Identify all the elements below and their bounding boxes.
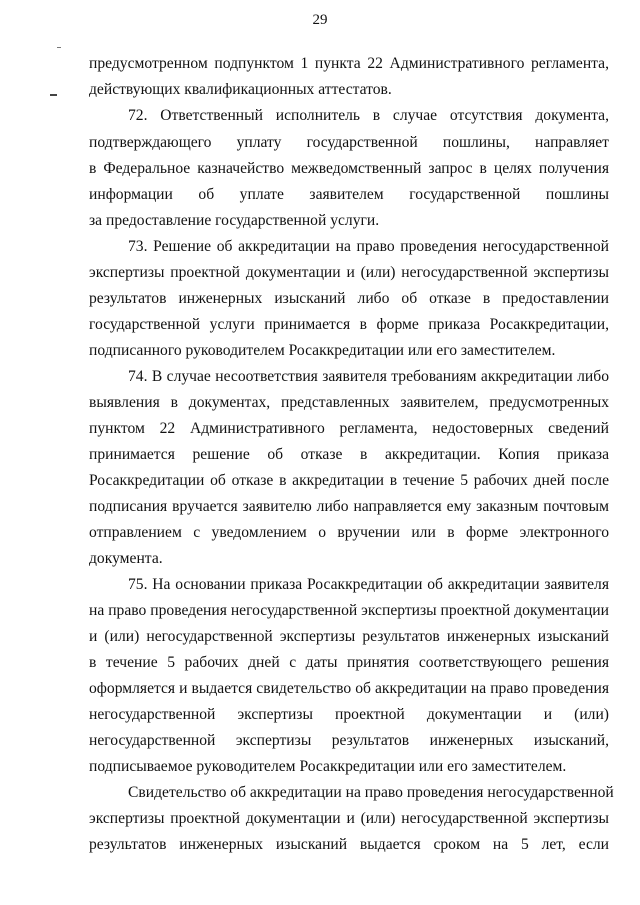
text-line: принимается решение об отказе в аккредитации. Копия приказа — [89, 446, 609, 463]
paragraph-73-first-line: 73. Решение об аккредитации на право проведения негосударственной — [128, 238, 609, 255]
paragraph-72-first-line: 72. Ответственный исполнитель в случае отсутствия документа, — [128, 107, 609, 124]
scan-mark — [57, 47, 61, 48]
text-line: подписанного руководителем Росаккредитации или его заместителем. — [89, 342, 556, 359]
text-line: подписываемое руководителем Росаккредитации или его заместителем. — [89, 758, 567, 775]
scan-mark — [50, 94, 57, 96]
text-line: результатов инженерных изысканий либо об отказе в предоставлении — [89, 290, 609, 307]
text-line: на право проведения негосударственной экспертизы проектной документации — [89, 602, 609, 619]
text-line: экспертизы проектной документации и (или) негосударственной экспертизы — [89, 264, 609, 281]
text-line: Росаккредитации об отказе в аккредитации в течение 5 рабочих дней после — [89, 472, 609, 489]
text-line: действующих квалификационных аттестатов. — [89, 81, 392, 98]
text-line: и (или) негосударственной экспертизы результатов инженерных изысканий — [89, 628, 609, 645]
text-line: выявления в документах, представленных заявителем, предусмотренных — [89, 394, 609, 411]
text-line: информации об уплате заявителем государственной пошлины — [89, 186, 609, 203]
text-line: в Федеральное казначейство межведомственный запрос в целях получения — [89, 160, 609, 177]
text-line: пунктом 22 Административного регламента, недостоверных сведений — [89, 420, 609, 437]
text-line: оформляется и выдается свидетельство об аккредитации на право проведения — [89, 680, 609, 697]
text-line: предусмотренном подпунктом 1 пункта 22 Административного регламента, — [89, 55, 609, 72]
text-line: негосударственной экспертизы проектной документации и (или) — [89, 706, 609, 723]
paragraph-74-first-line: 74. В случае несоответствия заявителя требованиям аккредитации либо — [128, 368, 609, 385]
text-line: за предоставление государственной услуги. — [89, 212, 380, 229]
text-line: экспертизы проектной документации и (или) негосударственной экспертизы — [89, 810, 609, 827]
page-number: 29 — [312, 12, 328, 28]
paragraph-75-first-line: 75. На основании приказа Росаккредитации об аккредитации заявителя — [128, 576, 609, 593]
text-line: документа. — [89, 550, 163, 567]
paragraph-certificate-first-line: Свидетельство об аккредитации на право проведения негосударственной — [128, 784, 614, 801]
text-line: отправлением с уведомлением о вручении или в форме электронного — [89, 524, 609, 541]
text-line: в течение 5 рабочих дней с даты принятия соответствующего решения — [89, 654, 609, 671]
text-line: негосударственной экспертизы результатов инженерных изысканий, — [89, 732, 609, 749]
text-line: результатов инженерных изысканий выдается сроком на 5 лет, если — [89, 836, 609, 853]
text-line: государственной услуги принимается в форме приказа Росаккредитации, — [89, 316, 609, 333]
text-line: подтверждающего уплату государственной пошлины, направляет — [89, 134, 609, 151]
text-line: подписания вручается заявителю либо направляется ему заказным почтовым — [89, 498, 609, 515]
